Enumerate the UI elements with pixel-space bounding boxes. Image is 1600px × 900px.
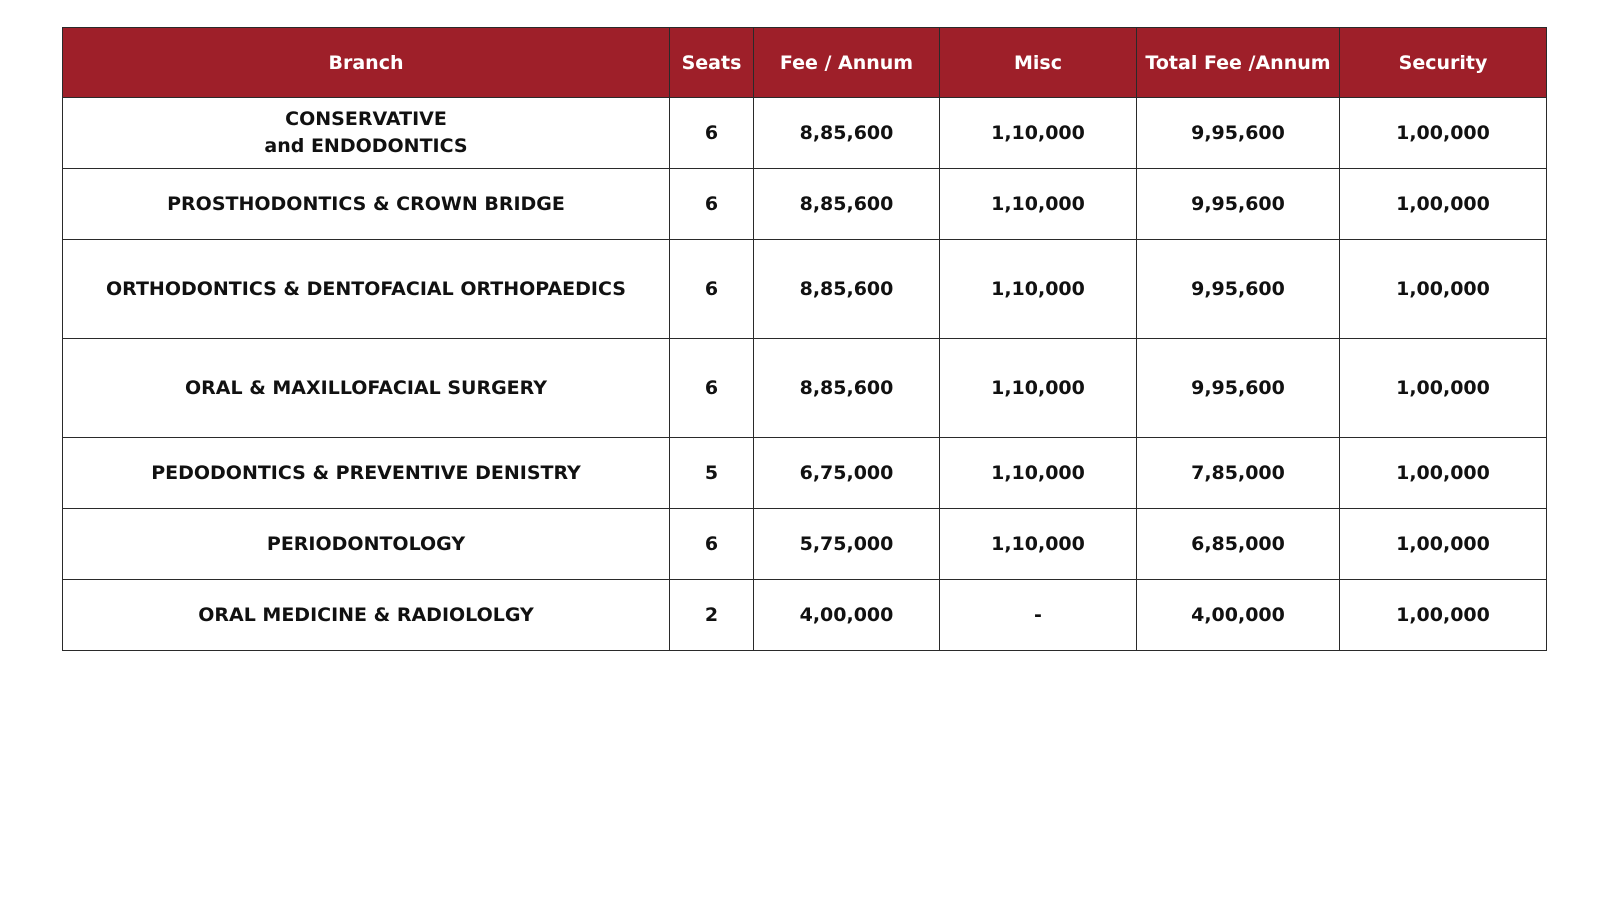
branch-line-1: CONSERVATIVE — [285, 108, 447, 130]
fee-structure-table — [62, 27, 1547, 651]
branch-cell: ORAL MEDICINE & RADIOLOLGY — [63, 580, 670, 651]
header-row — [63, 28, 1547, 98]
total-cell: 9,95,600 — [1137, 339, 1340, 438]
table-row — [63, 509, 1547, 580]
security-cell: 1,00,000 — [1340, 339, 1547, 438]
table-row — [63, 339, 1547, 438]
seats-cell: 5 — [670, 438, 754, 509]
branch-cell: ORTHODONTICS & DENTOFACIAL ORTHOPAEDICS — [63, 240, 670, 339]
header-fee-per-annum: Fee / Annum — [754, 28, 940, 98]
table-row — [63, 240, 1547, 339]
fee-cell: 8,85,600 — [754, 339, 940, 438]
header-security: Security — [1340, 28, 1547, 98]
branch-cell — [63, 98, 670, 169]
branch-cell: PERIODONTOLOGY — [63, 509, 670, 580]
seats-cell: 6 — [670, 98, 754, 169]
table-header — [63, 28, 1547, 98]
fee-cell: 5,75,000 — [754, 509, 940, 580]
branch-line-2: and ENDODONTICS — [264, 135, 468, 157]
misc-cell: - — [940, 580, 1137, 651]
security-cell: 1,00,000 — [1340, 169, 1547, 240]
table-row — [63, 438, 1547, 509]
seats-cell: 6 — [670, 240, 754, 339]
misc-cell: 1,10,000 — [940, 98, 1137, 169]
total-cell: 4,00,000 — [1137, 580, 1340, 651]
table-row — [63, 580, 1547, 651]
total-cell: 9,95,600 — [1137, 240, 1340, 339]
misc-cell: 1,10,000 — [940, 169, 1137, 240]
total-cell: 9,95,600 — [1137, 169, 1340, 240]
security-cell: 1,00,000 — [1340, 98, 1547, 169]
fee-cell: 8,85,600 — [754, 240, 940, 339]
seats-cell: 6 — [670, 169, 754, 240]
table-body — [63, 98, 1547, 651]
misc-cell: 1,10,000 — [940, 240, 1137, 339]
misc-cell: 1,10,000 — [940, 339, 1137, 438]
security-cell: 1,00,000 — [1340, 580, 1547, 651]
seats-cell: 6 — [670, 339, 754, 438]
branch-cell: PROSTHODONTICS & CROWN BRIDGE — [63, 169, 670, 240]
security-cell: 1,00,000 — [1340, 438, 1547, 509]
fee-cell: 6,75,000 — [754, 438, 940, 509]
total-cell: 7,85,000 — [1137, 438, 1340, 509]
total-cell: 6,85,000 — [1137, 509, 1340, 580]
header-branch: Branch — [63, 28, 670, 98]
seats-cell: 2 — [670, 580, 754, 651]
header-misc: Misc — [940, 28, 1137, 98]
fee-cell: 4,00,000 — [754, 580, 940, 651]
misc-cell: 1,10,000 — [940, 509, 1137, 580]
total-cell: 9,95,600 — [1137, 98, 1340, 169]
branch-cell: PEDODONTICS & PREVENTIVE DENISTRY — [63, 438, 670, 509]
table-row — [63, 98, 1547, 169]
seats-cell: 6 — [670, 509, 754, 580]
table-row — [63, 169, 1547, 240]
security-cell: 1,00,000 — [1340, 509, 1547, 580]
header-seats: Seats — [670, 28, 754, 98]
header-total-fee-per-annum: Total Fee /Annum — [1137, 28, 1340, 98]
fee-cell: 8,85,600 — [754, 169, 940, 240]
fee-cell: 8,85,600 — [754, 98, 940, 169]
branch-cell: ORAL & MAXILLOFACIAL SURGERY — [63, 339, 670, 438]
security-cell: 1,00,000 — [1340, 240, 1547, 339]
misc-cell: 1,10,000 — [940, 438, 1137, 509]
